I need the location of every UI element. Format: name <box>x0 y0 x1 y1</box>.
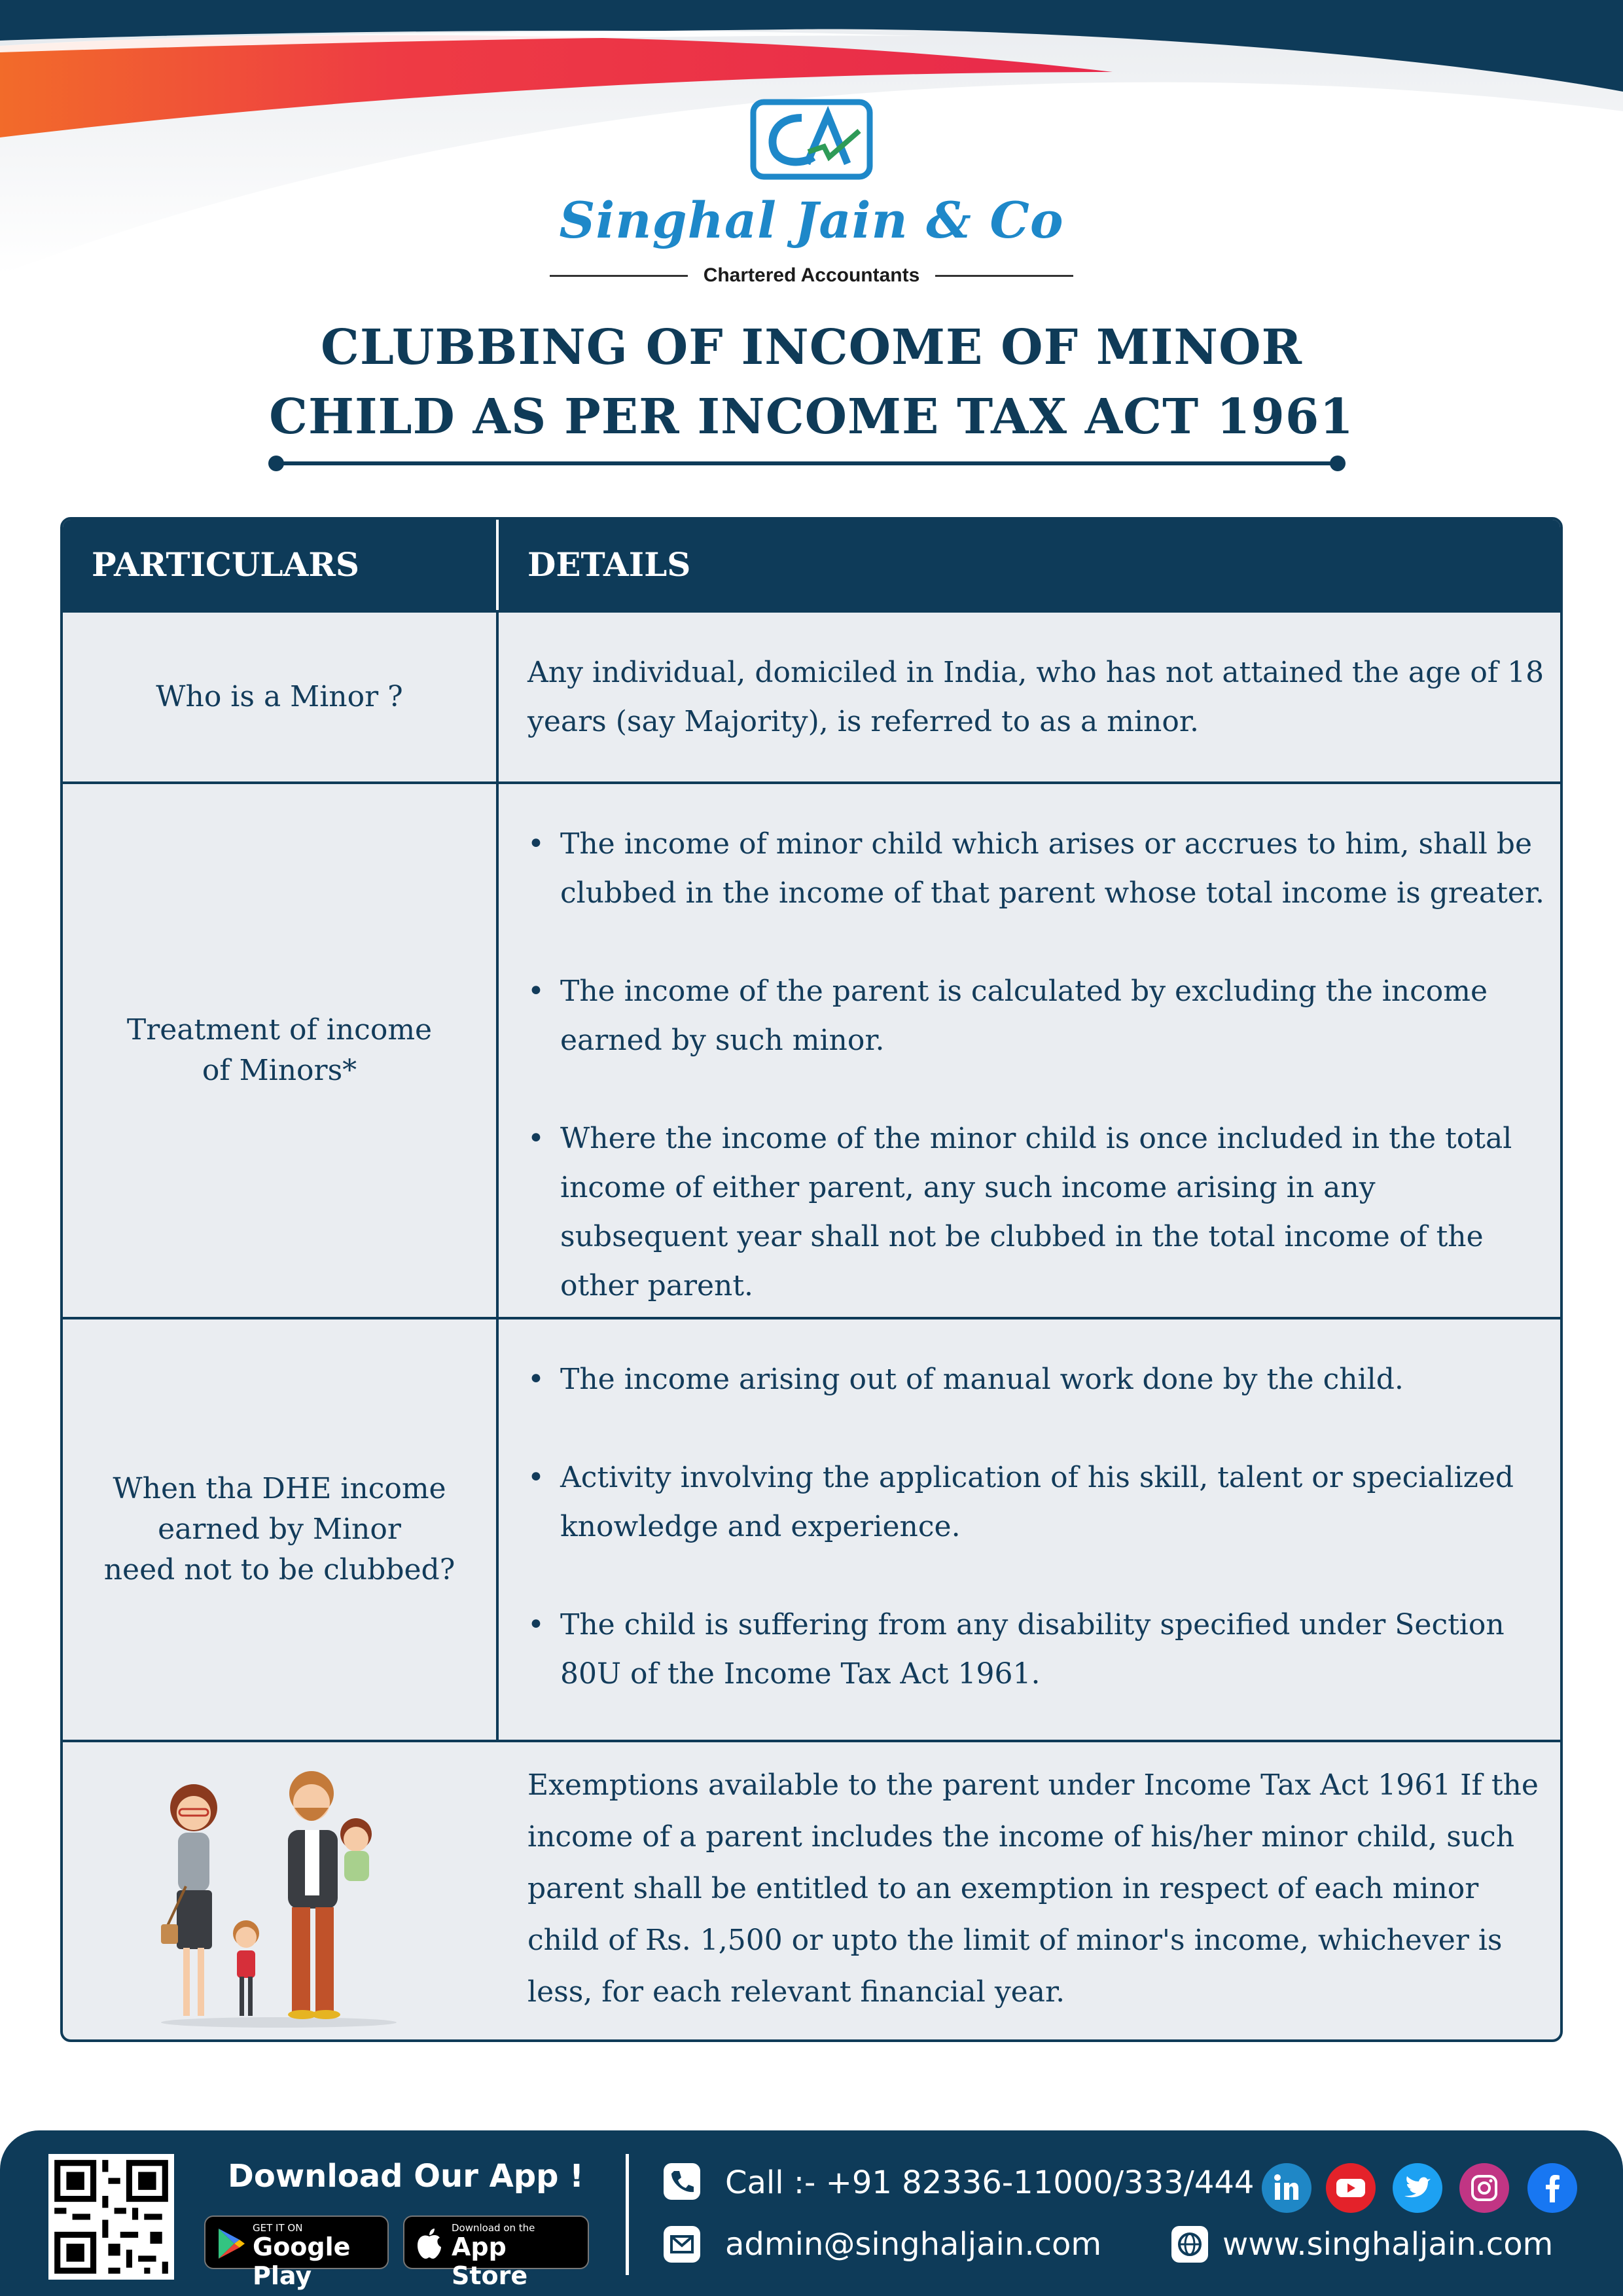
ca-logo-icon <box>749 98 874 181</box>
youtube-icon[interactable] <box>1326 2163 1376 2213</box>
google-play-label: Google Play <box>253 2233 351 2290</box>
header-details: DETAILS <box>527 545 691 584</box>
table-row <box>63 1317 1560 1740</box>
bullet-item: • The income of minor child which arises or accrues to him, shall be clubbed in the income of that parent whose total income is greater. <box>527 819 1548 918</box>
page-title <box>0 313 1623 452</box>
title-line-1: CLUBBING OF INCOME OF MINOR <box>320 319 1303 376</box>
table-header <box>63 520 1560 610</box>
website-text[interactable]: www.singhaljain.com <box>1222 2226 1554 2263</box>
tagline-divider-left <box>550 275 688 277</box>
details-text: Any individual, domiciled in India, who has not attained the age of 18 years (say Majority), is referred to as a minor. <box>527 656 1544 738</box>
app-store-button[interactable] <box>403 2215 589 2290</box>
instagram-icon[interactable] <box>1459 2163 1509 2213</box>
google-play-button[interactable] <box>204 2215 389 2290</box>
bullet-item: • The income arising out of manual work done by the child. <box>527 1355 1548 1404</box>
bullet-item: • The child is suffering from any disability specified under Section 80U of the Income Tax Act 1961. <box>527 1600 1548 1698</box>
title-line-2: CHILD AS PER INCOME TAX ACT 1961 <box>269 389 1354 445</box>
brand-logo <box>0 98 1623 183</box>
column-divider <box>496 1319 499 1740</box>
tagline: Chartered Accountants <box>703 264 920 286</box>
qr-code-icon[interactable] <box>48 2154 174 2280</box>
row-particular: Who is a Minor ? <box>156 680 403 713</box>
phone-icon <box>664 2163 700 2200</box>
tagline-row <box>550 259 1073 292</box>
linkedin-icon[interactable] <box>1262 2163 1311 2213</box>
email-icon <box>664 2226 700 2263</box>
family-illustration <box>148 1762 410 2030</box>
app-store-small: Download on the <box>452 2222 535 2234</box>
globe-icon <box>1171 2226 1208 2263</box>
row-details <box>527 648 1548 746</box>
bullet-item: • Activity involving the application of his skill, talent or specialized knowledge and experience. <box>527 1453 1548 1551</box>
particulars-table <box>60 517 1563 2042</box>
bullet-item: • The income of the parent is calculated by excluding the income earned by such minor. <box>527 967 1548 1065</box>
table-row <box>63 1740 1560 2042</box>
exemption-text: Exemptions available to the parent under Income Tax Act 1961 If the income of a parent includes the income of his/her minor child, such parent shall be entitled to an exemption in respect of each minor child of Rs. 1,500 or upto the limit of minor's income, whichever is less, for each relevant financial year. <box>527 1768 1539 2009</box>
table-row <box>63 610 1560 781</box>
header-divider <box>496 520 499 610</box>
title-underline <box>267 454 1347 473</box>
download-app-title: Download Our App ! <box>228 2158 584 2195</box>
row-particular: Treatment of income of Minors* <box>126 1013 433 1087</box>
footer-divider <box>626 2154 629 2275</box>
firm-name: Singhal Jain & Co <box>559 191 1064 249</box>
row-details <box>527 1759 1548 2018</box>
app-store-label: App Store <box>452 2233 528 2290</box>
twitter-icon[interactable] <box>1393 2163 1442 2213</box>
row-particular: When tha DHE income earned by Minor need not to be clubbed? <box>103 1472 455 1587</box>
email-text[interactable]: admin@singhaljain.com <box>725 2226 1102 2263</box>
tagline-divider-right <box>935 275 1073 277</box>
google-play-small: GET IT ON <box>253 2222 303 2234</box>
column-divider <box>496 784 499 1317</box>
footer-bar <box>0 2130 1623 2296</box>
google-play-icon <box>216 2227 246 2260</box>
phone-text[interactable]: Call :- +91 82336-11000/333/444 <box>725 2164 1255 2201</box>
row-details <box>527 819 1548 1310</box>
facebook-icon[interactable] <box>1527 2163 1577 2213</box>
table-row <box>63 781 1560 1317</box>
header-particulars: PARTICULARS <box>92 545 360 584</box>
column-divider <box>496 613 499 781</box>
bullet-item: • Where the income of the minor child is once included in the total income of either parent, any such income arising in any subsequent year shall not be clubbed in the total income of the other parent. <box>527 1114 1548 1310</box>
apple-icon <box>415 2227 444 2260</box>
row-details <box>527 1355 1548 1698</box>
